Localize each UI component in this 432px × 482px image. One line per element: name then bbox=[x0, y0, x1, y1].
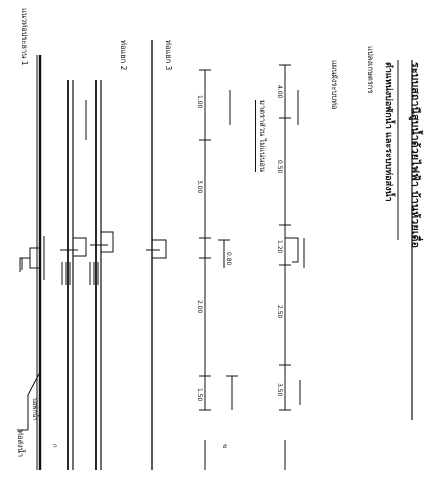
label-left-lower: ท่อส่งน้ำ bbox=[16, 430, 25, 458]
dimension-8: 2.50 bbox=[276, 305, 283, 319]
right-title: แปลงเกษตรกร bbox=[366, 46, 375, 94]
dimension-7: 1.20 bbox=[276, 240, 283, 254]
label-left-1: แนวท่อประธาน 1 bbox=[20, 8, 29, 66]
tag-a: ก bbox=[51, 444, 58, 448]
main-branch-bracket bbox=[30, 248, 40, 268]
dimension-6: 0.50 bbox=[276, 160, 283, 174]
leader-text: บ่อพักน้ำ bbox=[31, 398, 38, 421]
document-subtitle: ตำแหน่งบ่อพักน้ำ และระบบท่อส่งน้ำ bbox=[383, 62, 393, 202]
label-left-3: ท่อแยก 3 bbox=[164, 40, 173, 71]
label-left-2: ท่อแยก 2 bbox=[119, 40, 128, 71]
scale-note: มาตราส่วน ไม่แน่นอน bbox=[255, 100, 268, 172]
dimension-2: 3.00 bbox=[196, 180, 203, 194]
dimension-10: 0.80 bbox=[225, 252, 232, 266]
dimension-5: 4.00 bbox=[276, 85, 283, 99]
tag-b: ข bbox=[221, 444, 228, 449]
dimension-1: 1.00 bbox=[196, 95, 203, 109]
dimension-9: 3.50 bbox=[276, 383, 283, 397]
document-title: ระบบสถานีสูบน้ำด้วยไฟฟ้า บ้านห้วยเดื่อ bbox=[409, 62, 421, 249]
dimension-3: 2.00 bbox=[196, 300, 203, 314]
section-label: แผนผังระบบท่อ bbox=[330, 60, 339, 110]
dimension-4: 1.50 bbox=[196, 388, 203, 402]
